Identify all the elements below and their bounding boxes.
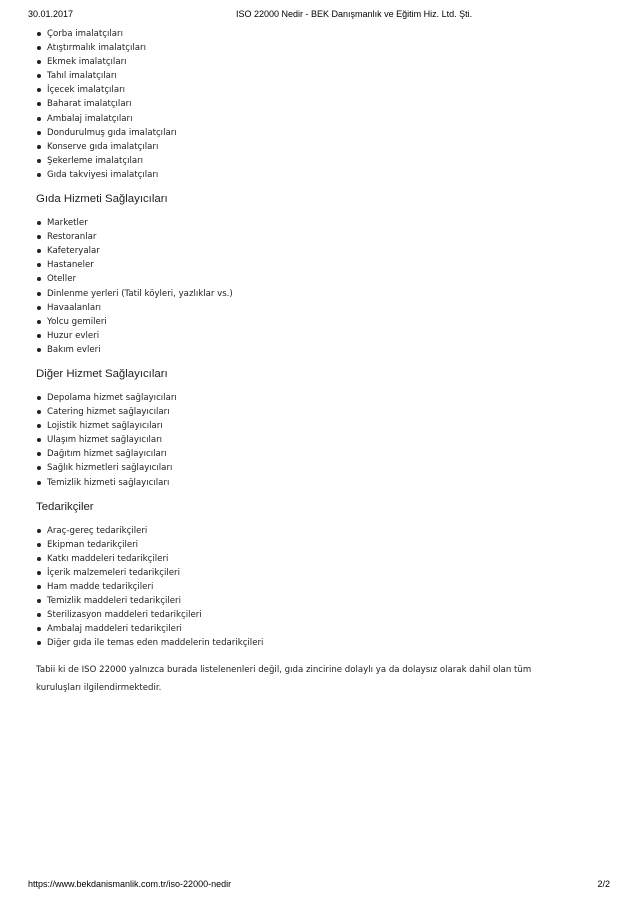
list-item: Tahıl imalatçıları <box>36 69 602 83</box>
list-item: Hastaneler <box>36 258 602 272</box>
list-item: Huzur evleri <box>36 329 602 343</box>
list-item: Kafeteryalar <box>36 244 602 258</box>
list-item: Konserve gıda imalatçıları <box>36 140 602 154</box>
closing-paragraph: Tabii ki de ISO 22000 yalnızca burada listelenenleri değil, gıda zincirine dolaylı ya da dolaysız olarak dahil olan tüm kuruluşları ilgilendirmektedir. <box>36 665 532 694</box>
list-item: Ham madde tedarikçileri <box>36 580 602 594</box>
list-item: Gıda takviyesi imalatçıları <box>36 168 602 182</box>
list-item: İçecek imalatçıları <box>36 83 602 97</box>
list-item: Temizlik maddeleri tedarikçileri <box>36 594 602 608</box>
list-item: Ambalaj imalatçıları <box>36 112 602 126</box>
article-content <box>36 27 602 697</box>
list-item: Dinlenme yerleri (Tatil köyleri, yazlıklar vs.) <box>36 287 602 301</box>
list-item: Yolcu gemileri <box>36 315 602 329</box>
print-date: 30.01.2017 <box>28 9 74 19</box>
print-page-title: ISO 22000 Nedir - BEK Danışmanlık ve Eğitim Hiz. Ltd. Şti. <box>236 9 473 19</box>
list-item: Catering hizmet sağlayıcıları <box>36 405 602 419</box>
manufacturers-list <box>36 27 602 182</box>
list-item: Katkı maddeleri tedarikçileri <box>36 552 602 566</box>
page-number: 2/2 <box>597 879 610 889</box>
list-item: Temizlik hizmeti sağlayıcıları <box>36 476 602 490</box>
list-item: Şekerleme imalatçıları <box>36 154 602 168</box>
page-url: https://www.bekdanismanlik.com.tr/iso-22000-nedir <box>28 879 232 889</box>
print-footer <box>28 879 610 891</box>
list-item: Dağıtım hizmet sağlayıcıları <box>36 447 602 461</box>
food-service-providers-list <box>36 216 602 357</box>
list-item: Ulaşım hizmet sağlayıcıları <box>36 433 602 447</box>
list-item: Ekmek imalatçıları <box>36 55 602 69</box>
list-item: Restoranlar <box>36 230 602 244</box>
heading-food-service-providers: Gıda Hizmeti Sağlayıcıları <box>36 193 168 206</box>
list-item: Araç-gereç tedarikçileri <box>36 524 602 538</box>
list-item: Sterilizasyon maddeleri tedarikçileri <box>36 608 602 622</box>
list-item: Sağlık hizmetleri sağlayıcıları <box>36 461 602 475</box>
list-item: İçerik malzemeleri tedarikçileri <box>36 566 602 580</box>
list-item: Depolama hizmet sağlayıcıları <box>36 391 602 405</box>
print-header <box>28 9 610 23</box>
list-item: Ambalaj maddeleri tedarikçileri <box>36 622 602 636</box>
other-service-providers-list <box>36 391 602 490</box>
suppliers-list <box>36 524 602 651</box>
list-item: Baharat imalatçıları <box>36 97 602 111</box>
list-item: Marketler <box>36 216 602 230</box>
list-item: Bakım evleri <box>36 343 602 357</box>
list-item: Ekipman tedarikçileri <box>36 538 602 552</box>
heading-other-service-providers: Diğer Hizmet Sağlayıcıları <box>36 367 168 380</box>
list-item: Oteller <box>36 272 602 286</box>
list-item: Diğer gıda ile temas eden maddelerin tedarikçileri <box>36 636 602 650</box>
list-item: Havaalanları <box>36 301 602 315</box>
list-item: Çorba imalatçıları <box>36 27 602 41</box>
list-item: Atıştırmalık imalatçıları <box>36 41 602 55</box>
list-item: Lojistik hizmet sağlayıcıları <box>36 419 602 433</box>
heading-suppliers: Tedarikçiler <box>36 500 94 513</box>
list-item: Dondurulmuş gıda imalatçıları <box>36 126 602 140</box>
